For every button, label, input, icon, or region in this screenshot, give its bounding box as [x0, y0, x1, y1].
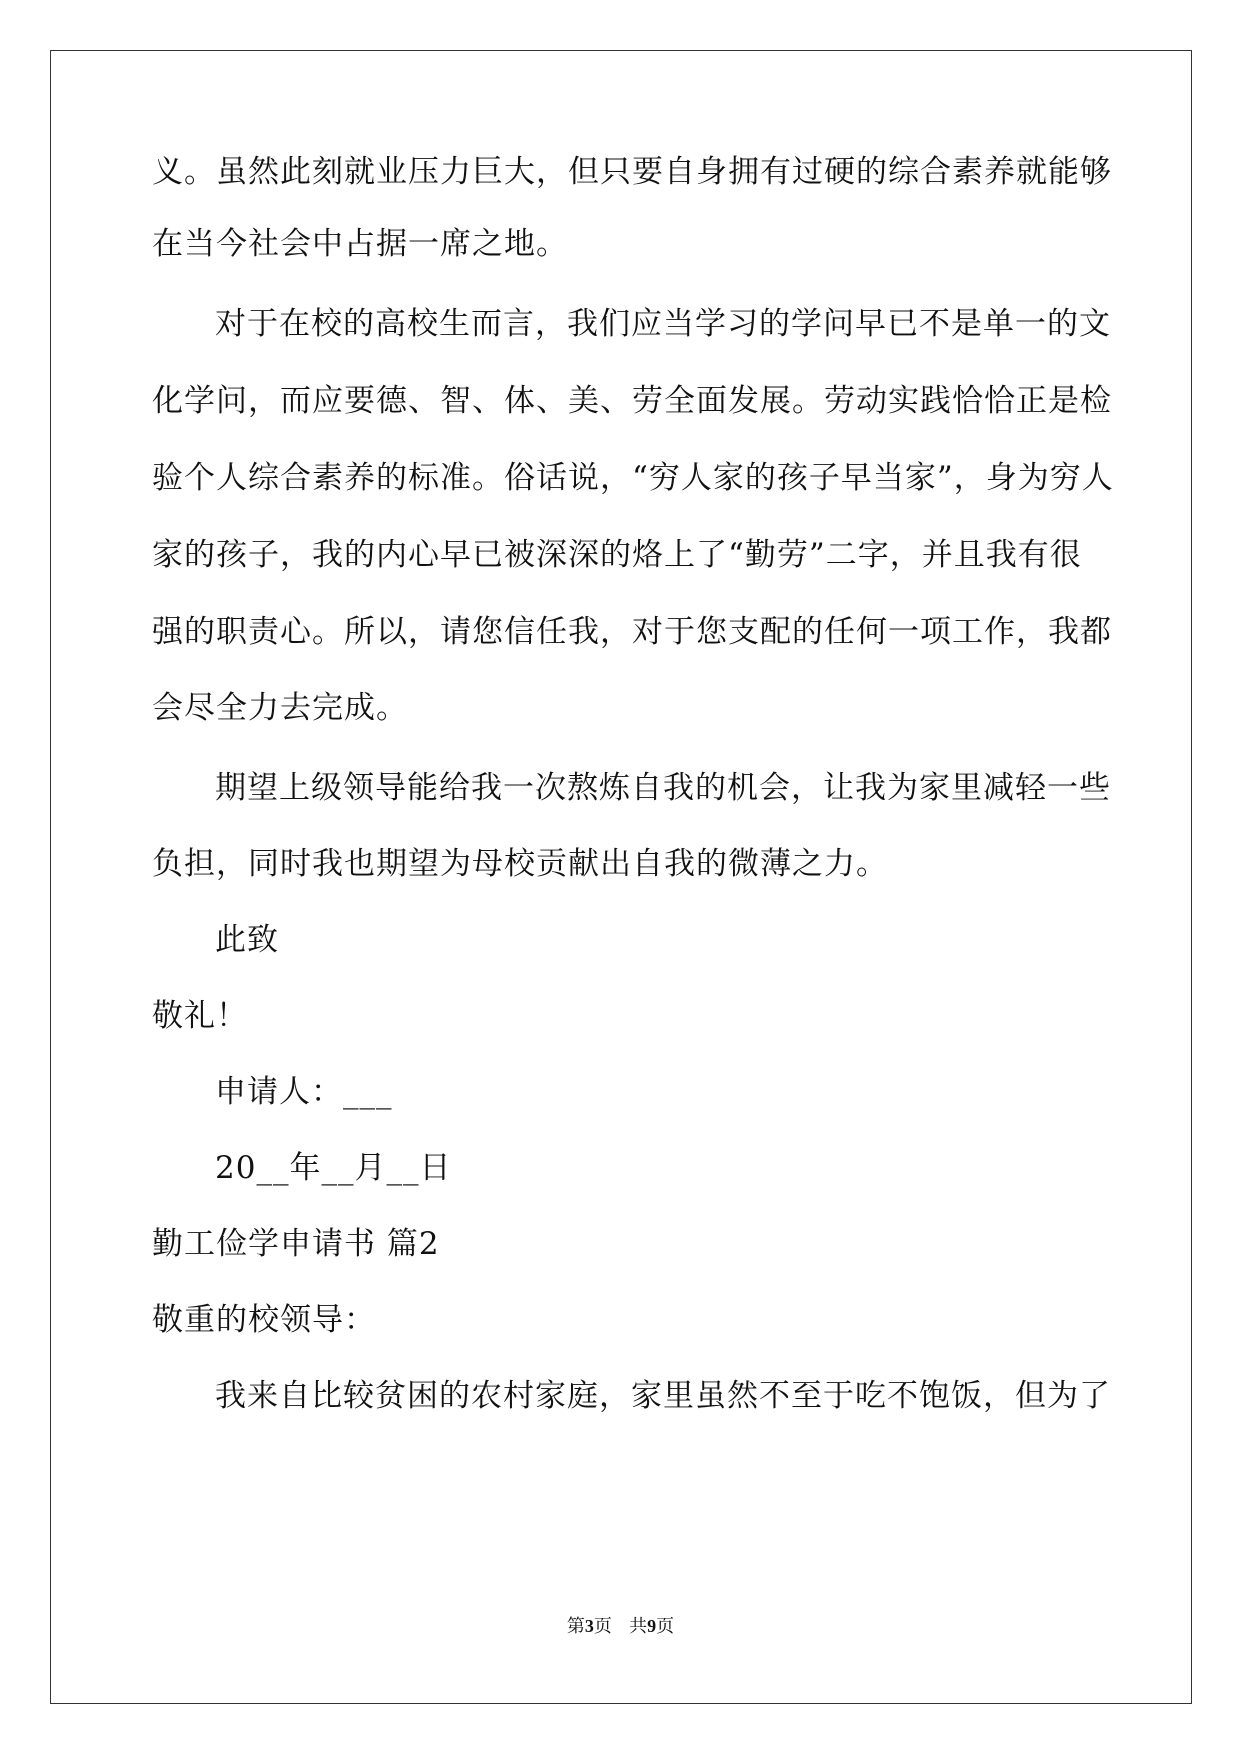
body-line-1: 义。虽然此刻就业压力巨大，但只要自身拥有过硬的综合素养就能够 [152, 154, 1112, 190]
current-page-number: 3 [584, 1616, 594, 1636]
applicant-line: 申请人：___ [215, 1074, 393, 1110]
footer-middle: 页 共 [593, 1616, 648, 1637]
body-line-4: 化学问，而应要德、智、体、美、劳全面发展。劳动实践恰恰正是检 [152, 383, 1112, 419]
body-line-10: 负担，同时我也期望为母校贡献出自我的微薄之力。 [152, 846, 888, 882]
body-line-17: 我来自比较贫困的农村家庭，家里虽然不至于吃不饱饭，但为了 [215, 1378, 1111, 1414]
body-line-5: 验个人综合素养的标准。俗话说，“穷人家的孩子早当家”，身为穷人 [152, 460, 1114, 496]
body-line-9: 期望上级领导能给我一次熬炼自我的机会，让我为家里减轻一些 [215, 770, 1111, 806]
body-line-2: 在当今社会中占据一席之地。 [152, 226, 568, 262]
body-line-7: 强的职责心。所以，请您信任我，对于您支配的任何一项工作，我都 [152, 614, 1112, 650]
total-pages-number: 9 [647, 1616, 657, 1636]
footer-prefix: 第 [566, 1616, 585, 1637]
body-line-6: 家的孩子，我的内心早已被深深的烙上了“勤劳”二字，并且我有很 [152, 537, 1082, 573]
body-line-8: 会尽全力去完成。 [152, 690, 408, 726]
greeting-line: 敬重的校领导： [152, 1302, 376, 1338]
closing-salutation: 此致 [215, 922, 279, 958]
closing-regards: 敬礼！ [152, 998, 248, 1034]
date-line: 20__年__月__日 [215, 1150, 452, 1186]
body-line-3: 对于在校的高校生而言，我们应当学习的学问早已不是单一的文 [215, 306, 1111, 342]
footer-suffix: 页 [656, 1616, 675, 1637]
page-footer [0, 1614, 1241, 1639]
section-heading: 勤工俭学申请书 篇2 [152, 1226, 440, 1262]
